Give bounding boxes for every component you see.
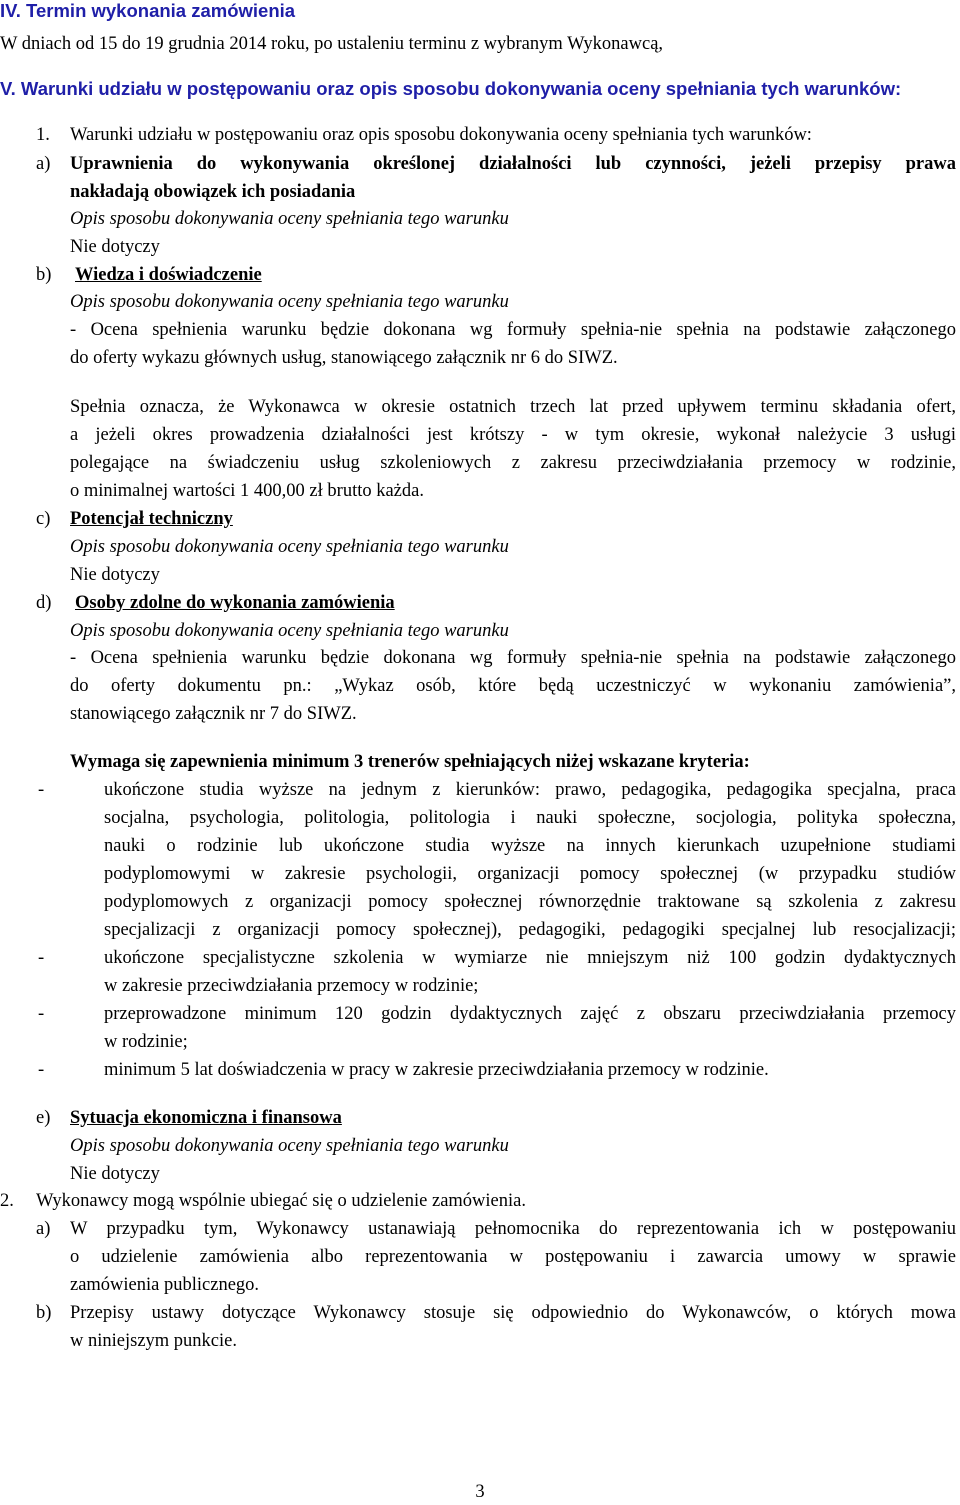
section-iv-text: W dniach od 15 do 19 grudnia 2014 roku, po ustaleniu terminu z wybranym Wykonawcą, [0,34,664,54]
item-d-ocena-cont-2: stanowiącego załącznik nr 7 do SIWZ. [70,704,357,724]
item-b-spelnia-2: a jeżeli okres prowadzenia działalności jest krótszy - w tym okresie, wykonał należycie 3 usługi [70,425,956,445]
item-c-label: c) [36,509,51,529]
criterion-3-bullet: - [38,1004,45,1024]
item-a-opis: Opis sposobu dokonywania oceny spełniania tego warunku [70,209,509,229]
criterion-3-line-1: przeprowadzone minimum 120 godzin dydaktycznych zajęć z obszaru przeciwdziałania przemocy [104,1004,956,1024]
criterion-1-line-1: ukończone studia wyższe na jednym z kierunków: prawo, pedagogika, pedagogika specjalna, praca [104,780,956,800]
point-2-number: 2. [0,1191,14,1211]
item-d-title: Osoby zdolne do wykonania zamówienia [75,593,395,613]
item-c-text: Nie dotyczy [70,565,160,585]
item-b-ocena-cont: do oferty wykazu głównych usług, stanowiącego załącznik nr 6 do SIWZ. [70,348,618,368]
item-c-opis: Opis sposobu dokonywania oceny spełniania tego warunku [70,537,509,557]
point-2a-label: a) [36,1219,51,1239]
item-a-title-cont: nakładają obowiązek ich posiadania [70,182,356,202]
section-v-heading: V. Warunki udziału w postępowaniu oraz opis sposobu dokonywania oceny spełniania tych warunków: [0,78,902,99]
item-a-label: a) [36,154,51,174]
item-b-title: Wiedza i doświadczenie [75,265,262,285]
item-e-title: Sytuacja ekonomiczna i finansowa [70,1108,342,1128]
item-d-label: d) [36,593,52,613]
item-d-ocena-cont: do oferty dokumentu pn.: „Wykaz osób, które będą uczestniczyć w wykonaniu zamówienia”, [70,676,956,696]
criterion-1-line-3: nauki o rodzinie lub ukończone studia wyższe na innych kierunkach uzupełnione studiami [104,836,956,856]
section-iv-heading: IV. Termin wykonania zamówienia [0,0,296,21]
point-2a-line-3: zamówienia publicznego. [70,1275,260,1295]
item-b-opis: Opis sposobu dokonywania oceny spełniania tego warunku [70,292,509,312]
item-e-label: e) [36,1108,51,1128]
point-1-text: Warunki udziału w postępowaniu oraz opis sposobu dokonywania oceny spełniania tych warunków: [70,125,812,145]
item-a-text: Nie dotyczy [70,237,160,257]
point-2-text: Wykonawcy mogą wspólnie ubiegać się o udzielenie zamówienia. [36,1191,526,1211]
item-d-ocena: - Ocena spełnienia warunku będzie dokonana wg formuły spełnia-nie spełnia na podstawie załączonego [70,648,956,668]
criterion-1-line-6: specjalizacji z organizacji pomocy społecznej), pedagogiki, pedagogiki specjalnej lub resocjalizacji; [104,920,956,940]
point-2b-line-1: Przepisy ustawy dotyczące Wykonawcy stosuje się odpowiednio do Wykonawców, o których mowa [70,1303,956,1323]
item-e-text: Nie dotyczy [70,1164,160,1184]
item-b-spelnia-4: o minimalnej wartości 1 400,00 zł brutto każda. [70,481,424,501]
item-a-title: Uprawnienia do wykonywania określonej działalności lub czynności, jeżeli przepisy prawa [70,154,956,174]
criterion-1-line-4: podyplomowymi w zakresie psychologii, organizacji pomocy społecznej (w przypadku studiów [104,864,956,884]
criterion-2-bullet: - [38,948,45,968]
criterion-1-line-2: socjalna, psychologia, politologia, politologia i nauki społeczne, socjologia, polityka społeczna, [104,808,956,828]
point-2b-line-2: w niniejszym punkcie. [70,1331,237,1351]
criterion-2-line-1: ukończone specjalistyczne szkolenia w wymiarze nie mniejszym niż 100 godzin dydaktycznych [104,948,956,968]
item-c-title: Potencjał techniczny [70,509,233,529]
item-b-spelnia-3: polegające na świadczeniu usług szkoleniowych z zakresu przeciwdziałania przemocy w rodzinie, [70,453,956,473]
point-2a-line-1: W przypadku tym, Wykonawcy ustanawiają pełnomocnika do reprezentowania ich w postępowaniu [70,1219,956,1239]
trainers-requirement-heading: Wymaga się zapewnienia minimum 3 trenerów spełniających niżej wskazane kryteria: [70,752,750,772]
item-d-opis: Opis sposobu dokonywania oceny spełniania tego warunku [70,621,509,641]
criterion-1-line-5: podyplomowych z organizacji pomocy społecznej równorzędnie traktowane są szkolenia z zakresu [104,892,956,912]
point-2b-label: b) [36,1303,52,1323]
criterion-4-bullet: - [38,1060,45,1080]
point-1-number: 1. [36,125,50,145]
item-e-opis: Opis sposobu dokonywania oceny spełniania tego warunku [70,1136,509,1156]
criterion-1-bullet: - [38,780,45,800]
criterion-3-line-2: w rodzinie; [104,1032,188,1052]
item-b-spelnia-1: Spełnia oznacza, że Wykonawca w okresie ostatnich trzech lat przed upływem terminu składania ofert, [70,397,956,417]
point-2a-line-2: o udzielenie zamówienia albo reprezentowania w postępowaniu i zawarcia umowy w sprawie [70,1247,956,1267]
criterion-2-line-2: w zakresie przeciwdziałania przemocy w rodzinie; [104,976,479,996]
criterion-4-line-1: minimum 5 lat doświadczenia w pracy w zakresie przeciwdziałania przemocy w rodzinie. [104,1060,769,1080]
item-b-label: b) [36,265,52,285]
item-b-ocena: - Ocena spełnienia warunku będzie dokonana wg formuły spełnia-nie spełnia na podstawie załączonego [70,320,956,340]
page-number: 3 [475,1482,485,1502]
